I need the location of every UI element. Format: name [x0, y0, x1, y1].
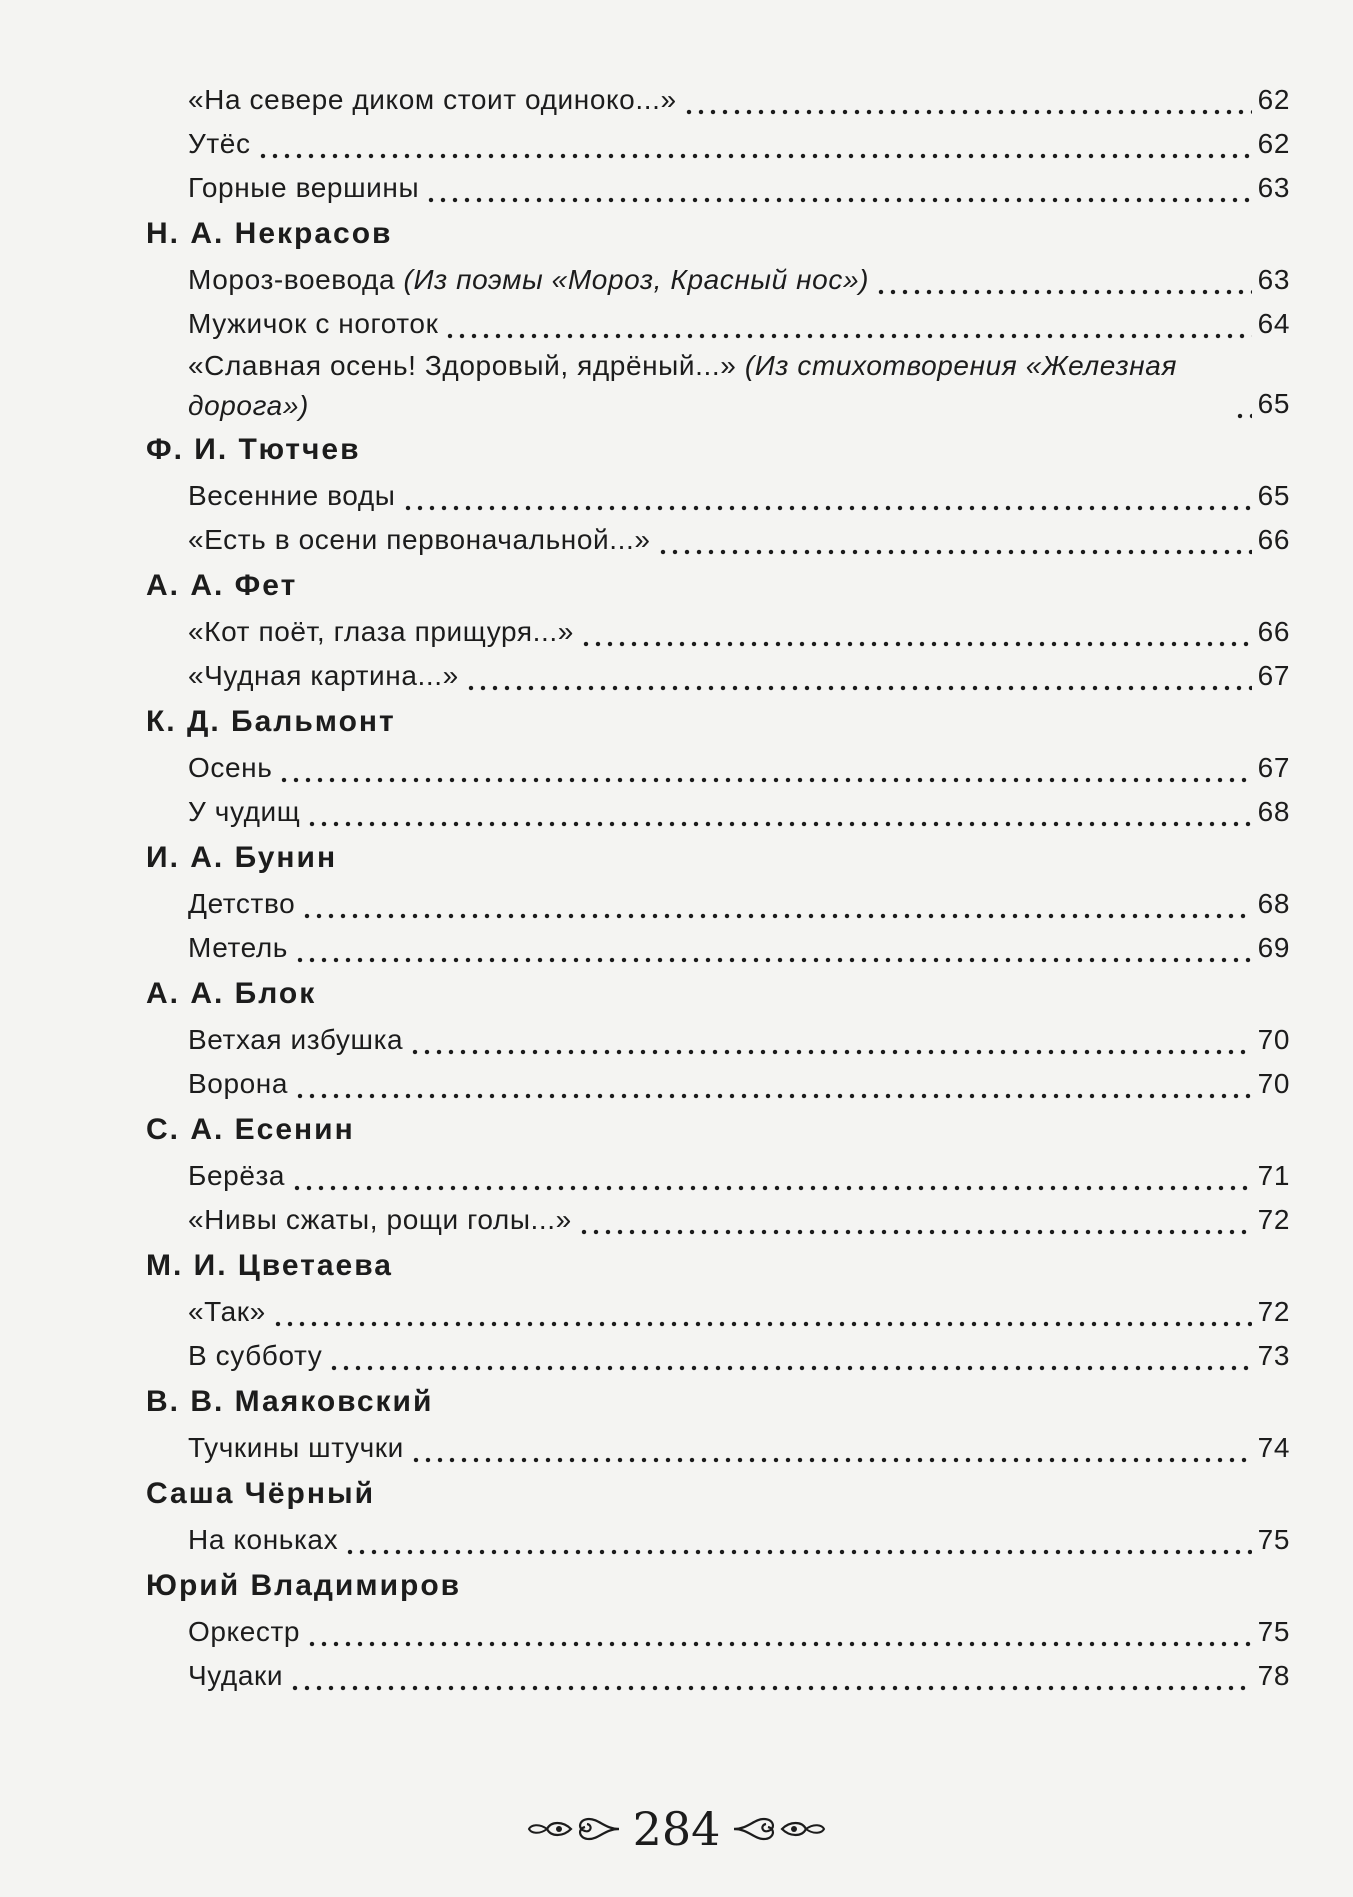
left-ornament-icon — [525, 1811, 621, 1847]
toc-entry — [188, 610, 1290, 654]
toc-entry — [188, 1290, 1290, 1334]
entry-title — [188, 1654, 283, 1698]
toc-entry — [188, 346, 1290, 426]
author-heading: К. Д. Бальмонт — [146, 705, 396, 738]
entry-page-number: 70 — [1257, 1068, 1290, 1099]
dot-leader — [294, 926, 1252, 970]
entry-page-number: 70 — [1257, 1024, 1290, 1055]
dot-leader — [328, 1334, 1251, 1378]
entry-title-text: Горные вершины — [188, 172, 420, 203]
toc-entry — [188, 1654, 1290, 1698]
author-heading: А. А. Фет — [146, 569, 298, 602]
entry-page-number: 74 — [1257, 1432, 1290, 1463]
dot-leader — [465, 654, 1252, 698]
entry-title — [188, 1198, 572, 1242]
entry-title-text: Мужичок с ноготок — [188, 308, 439, 339]
entry-title — [188, 166, 419, 210]
toc-entry — [188, 1334, 1290, 1378]
entry-subtitle: (Из поэмы «Мороз, Красный нос») — [403, 264, 870, 295]
dot-leader — [257, 122, 1252, 166]
entry-title — [188, 1154, 285, 1198]
entry-title — [188, 474, 396, 518]
entry-title — [188, 518, 651, 562]
entry-page-number: 72 — [1257, 1204, 1290, 1235]
entry-page-number: 66 — [1257, 616, 1290, 647]
author-heading: И. А. Бунин — [146, 841, 338, 874]
entry-page-number: 63 — [1257, 172, 1290, 203]
dot-leader — [306, 1610, 1252, 1654]
entry-title — [188, 790, 300, 834]
entry-title — [188, 1610, 300, 1654]
entry-title-text: Оркестр — [188, 1616, 301, 1647]
entry-title-text: Метель — [188, 932, 288, 963]
toc-entry — [188, 1198, 1290, 1242]
entry-title — [188, 122, 251, 166]
dot-leader — [657, 518, 1252, 562]
entry-title — [188, 1334, 322, 1378]
dot-leader — [294, 1062, 1252, 1106]
entry-page-number: 75 — [1257, 1616, 1290, 1647]
toc-entry — [188, 654, 1290, 698]
entry-subtitle: (Из стихотворения «Железная дорога») — [188, 350, 1177, 421]
dot-leader — [410, 1426, 1252, 1470]
entry-title-text: Детство — [188, 888, 296, 919]
entry-page-number: 66 — [1257, 524, 1290, 555]
entry-title — [188, 346, 1228, 426]
entry-title — [188, 258, 869, 302]
entry-title-text: «Так» — [188, 1296, 266, 1327]
entry-title-text: Весенние воды — [188, 480, 396, 511]
right-ornament-icon — [732, 1811, 828, 1847]
entry-page-number: 73 — [1257, 1340, 1290, 1371]
entry-title — [188, 926, 288, 970]
entry-title-text: «Кот поёт, глаза прищуря...» — [188, 616, 574, 647]
entry-title-text: Утёс — [188, 128, 251, 159]
entry-page-number: 63 — [1257, 264, 1290, 295]
dot-leader — [402, 474, 1252, 518]
entry-page-number: 64 — [1257, 308, 1290, 339]
entry-title — [188, 1426, 404, 1470]
entry-title — [188, 654, 459, 698]
dot-leader — [306, 790, 1251, 834]
entry-title — [188, 610, 574, 654]
dot-leader — [272, 1290, 1252, 1334]
table-of-contents — [146, 78, 1290, 1698]
entry-page-number: 71 — [1257, 1160, 1290, 1191]
entry-title-text: «Славная осень! Здоровый, ядрёный...» — [188, 350, 745, 381]
entry-page-number: 68 — [1257, 888, 1290, 919]
entry-title-text: «Чудная картина...» — [188, 660, 459, 691]
page-number: 284 — [632, 1802, 721, 1856]
author-heading: Н. А. Некрасов — [146, 217, 393, 250]
author-heading: В. В. Маяковский — [146, 1385, 434, 1418]
dot-leader — [580, 610, 1252, 654]
dot-leader — [683, 78, 1252, 122]
toc-entry — [188, 1426, 1290, 1470]
toc-entry — [188, 166, 1290, 210]
entry-title-text: Чудаки — [188, 1660, 284, 1691]
entry-title-text: «На севере диком стоит одиноко...» — [188, 84, 677, 115]
entry-title-text: Мороз-воевода — [188, 264, 404, 295]
entry-title — [188, 1290, 266, 1334]
entry-title — [188, 302, 438, 346]
entry-title — [188, 1018, 403, 1062]
dot-leader — [444, 302, 1251, 346]
toc-entry — [188, 474, 1290, 518]
toc-entry — [188, 882, 1290, 926]
entry-page-number: 67 — [1257, 752, 1290, 783]
author-heading: Юрий Владимиров — [146, 1569, 462, 1602]
entry-title-text: Ворона — [188, 1068, 289, 1099]
toc-entry — [188, 746, 1290, 790]
dot-leader — [278, 746, 1251, 790]
dot-leader — [578, 1198, 1252, 1242]
entry-title-text: Тучкины штучки — [188, 1432, 404, 1463]
entry-title-text: Осень — [188, 752, 273, 783]
toc-entry — [188, 790, 1290, 834]
entry-title-text: Ветхая избушка — [188, 1024, 404, 1055]
toc-entry — [188, 1062, 1290, 1106]
author-heading: А. А. Блок — [146, 977, 317, 1010]
entry-page-number: 69 — [1257, 932, 1290, 963]
dot-leader — [875, 258, 1252, 302]
dot-leader — [291, 1154, 1252, 1198]
page-footer — [0, 1802, 1353, 1856]
dot-leader — [1234, 382, 1252, 426]
dot-leader — [289, 1654, 1252, 1698]
entry-title — [188, 1518, 338, 1562]
entry-page-number: 78 — [1257, 1660, 1290, 1691]
toc-entry — [188, 1518, 1290, 1562]
author-heading: Саша Чёрный — [146, 1477, 376, 1510]
toc-entry — [188, 258, 1290, 302]
entry-page-number: 75 — [1257, 1524, 1290, 1555]
toc-entry — [188, 926, 1290, 970]
entry-title-text: «Есть в осени первоначальной...» — [188, 524, 651, 555]
entry-title — [188, 746, 272, 790]
toc-entry — [188, 122, 1290, 166]
entry-title-text: На коньках — [188, 1524, 339, 1555]
toc-entry — [188, 518, 1290, 562]
entry-title — [188, 882, 295, 926]
toc-entry — [188, 78, 1290, 122]
entry-page-number: 62 — [1257, 84, 1290, 115]
entry-title-text: В субботу — [188, 1340, 323, 1371]
entry-title — [188, 78, 677, 122]
entry-page-number: 62 — [1257, 128, 1290, 159]
toc-entry — [188, 1610, 1290, 1654]
author-heading: Ф. И. Тютчев — [146, 433, 361, 466]
dot-leader — [425, 166, 1251, 210]
dot-leader — [409, 1018, 1251, 1062]
entry-title-text: У чудищ — [188, 796, 301, 827]
dot-leader — [344, 1518, 1251, 1562]
toc-entry — [188, 1154, 1290, 1198]
entry-page-number: 67 — [1257, 660, 1290, 691]
entry-page-number: 72 — [1257, 1296, 1290, 1327]
author-heading: С. А. Есенин — [146, 1113, 355, 1146]
entry-title — [188, 1062, 288, 1106]
toc-entry — [188, 302, 1290, 346]
entry-title-text: Берёза — [188, 1160, 286, 1191]
entry-page-number: 68 — [1257, 796, 1290, 827]
entry-title-text: «Нивы сжаты, рощи голы...» — [188, 1204, 572, 1235]
entry-page-number: 65 — [1257, 480, 1290, 511]
entry-page-number: 65 — [1257, 388, 1290, 419]
dot-leader — [301, 882, 1251, 926]
author-heading: М. И. Цветаева — [146, 1249, 393, 1282]
toc-entry — [188, 1018, 1290, 1062]
